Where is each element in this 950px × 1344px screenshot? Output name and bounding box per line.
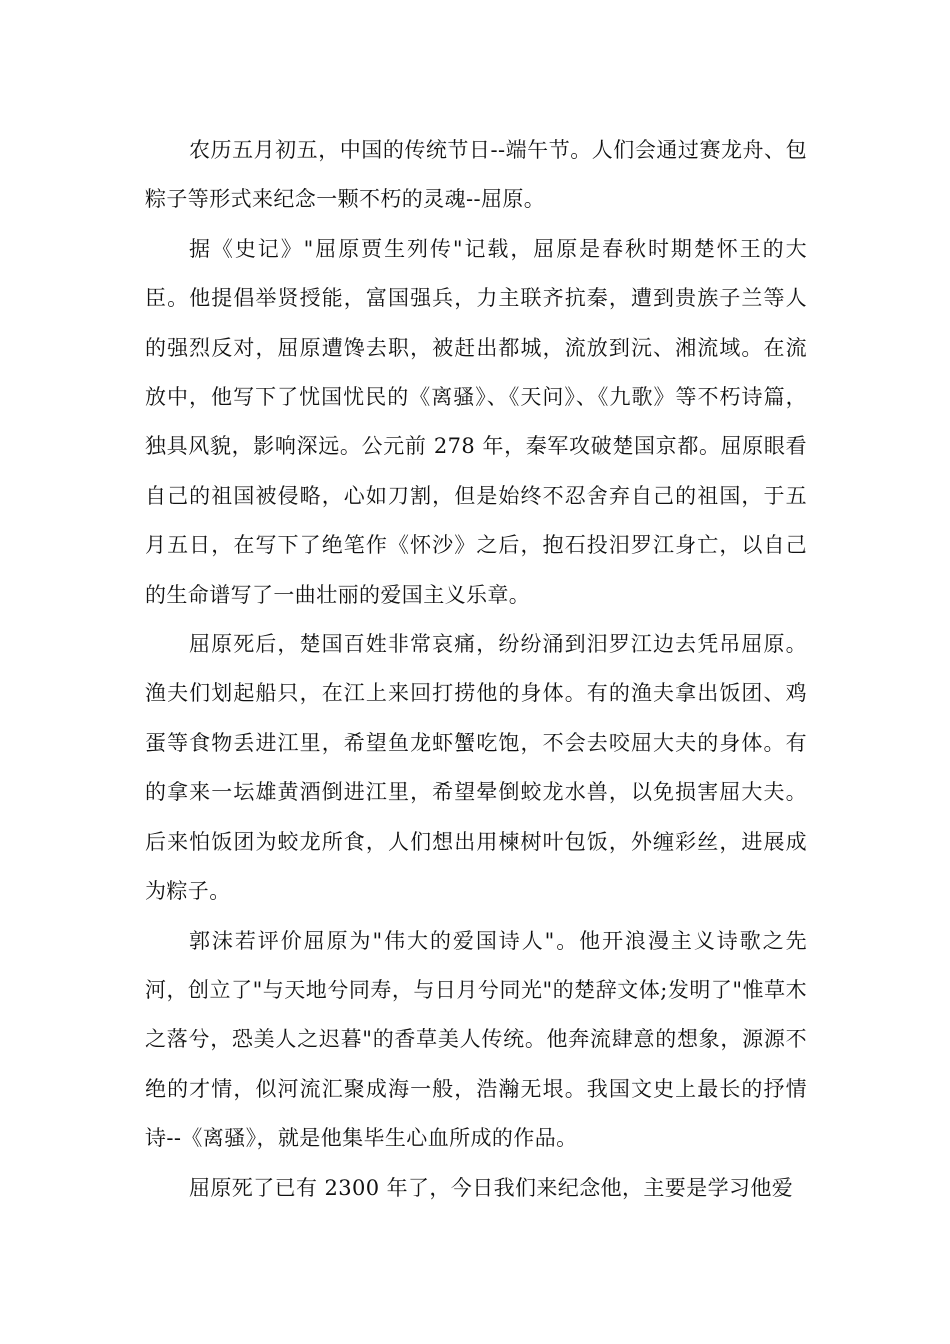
paragraph-1: 农历五月初五，中国的传统节日--端午节。人们会通过赛龙舟、包粽子等形式来纪念一颗不朽的灵魂--屈原。: [145, 138, 807, 212]
document-body: [145, 126, 807, 1213]
paragraph-2: 据《史记》"屈原贾生列传"记载，屈原是春秋时期楚怀王的大臣。他提倡举贤授能，富国强兵，力主联齐抗秦，遭到贵族子兰等人的强烈反对，屈原遭馋去职，被赶出都城，流放到沅、湘流域。在流放中，他写下了忧国忧民的《离骚》、《天问》、《九歌》等不朽诗篇，独具风貌，影响深远。公元前 278 年，秦军攻破楚国京都。屈原眼看自己的祖国被侵略，心如刀割，但是始终不忍舍弃自己的祖国，于五月五日，在写下了绝笔作《怀沙》之后，抱石投汨罗江身亡，以自己的生命谱写了一曲壮丽的爱国主义乐章。: [145, 236, 807, 607]
paragraph-4: 郭沫若评价屈原为"伟大的爱国诗人"。他开浪漫主义诗歌之先河，创立了"与天地兮同寿，与日月兮同光"的楚辞文体;发明了"惟草木之落兮，恐美人之迟暮"的香草美人传统。他奔流肆意的想象，源源不绝的才情，似河流汇聚成海一般，浩瀚无垠。我国文史上最长的抒情诗--《离骚》，就是他集毕生心血所成的作品。: [145, 928, 807, 1151]
paragraph-3: 屈原死后，楚国百姓非常哀痛，纷纷涌到汨罗江边去凭吊屈原。渔夫们划起船只，在江上来回打捞他的身体。有的渔夫拿出饭团、鸡蛋等食物丢进江里，希望鱼龙虾蟹吃饱，不会去咬屈大夫的身体。有的拿来一坛雄黄酒倒进江里，希望晕倒蛟龙水兽，以免损害屈大夫。后来怕饭团为蛟龙所食，人们想出用楝树叶包饭，外缠彩丝，进展成为粽子。: [145, 632, 807, 904]
paragraph-5: 屈原死了已有 2300 年了，今日我们来纪念他，主要是学习他爱: [189, 1175, 794, 1200]
